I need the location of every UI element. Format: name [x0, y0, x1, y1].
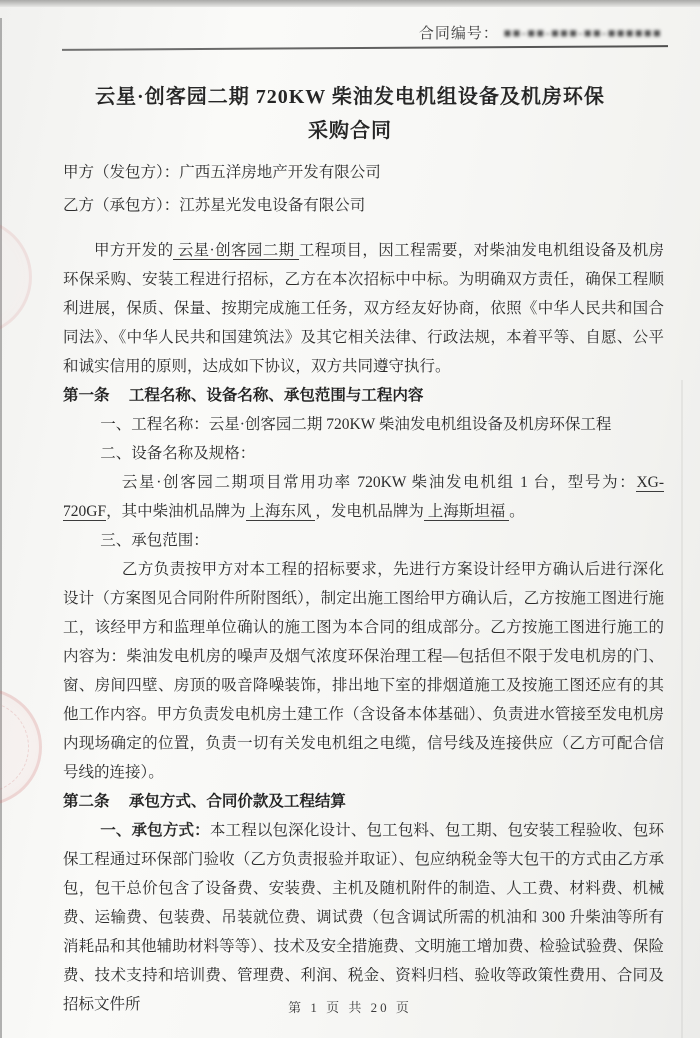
text-segment: 一、工程名称：云星·创客园二期 720KW 柴油发电机组设备及机房环保工程 — [100, 416, 612, 433]
text-segment: ，其中柴油机品牌为 — [106, 503, 246, 520]
underlined-fill-in-text: 云星·创客园二期 — [173, 242, 299, 259]
contract-parties — [63, 156, 662, 222]
page-number: 第 1 页 共 20 页 — [288, 1000, 412, 1015]
paragraph — [63, 526, 664, 555]
paragraph — [63, 410, 664, 439]
paragraph — [63, 468, 664, 526]
contract-number-label: 合同编号： — [418, 26, 499, 42]
text-segment: 二、设备名称及规格： — [100, 445, 256, 462]
underlined-fill-in-text: 上海斯坦福 — [423, 503, 510, 520]
contract-number-redacted-value: ■■-■■-■■■-■■-■■■■■■ — [503, 26, 662, 40]
text-segment: 一、承包方式： — [100, 822, 210, 839]
scan-edge-left — [0, 18, 2, 1038]
paragraph — [63, 816, 664, 1019]
party-b-name: 江苏星光发电设备有限公司 — [179, 197, 366, 214]
party-b-label: 乙方（承包方）： — [63, 197, 180, 214]
text-segment: 甲方开发的 — [94, 242, 174, 259]
paragraph — [63, 236, 664, 381]
paragraph — [63, 555, 664, 787]
section-heading — [63, 381, 664, 410]
scan-edge-top — [0, 0, 700, 7]
section-heading — [63, 787, 664, 816]
text-segment: 工程项目，因工程需要，对柴油发电机组设备及机房环保采购、安装工程进行招标，乙方在本次招标中中标。为明确双方责任，确保工程顺利进展，保质、保量、按期完成施工任务，双方经友好协商，依照《中华人民共和国合同法》、《中华人民共和国建筑法》及其它相关法律、行政法规，本着平等、自愿、公平和诚实信用的原则，达成如下协议，双方共同遵守执行。 — [63, 242, 664, 375]
text-segment: 第二条 承包方式、合同价款及工程结算 — [63, 793, 346, 810]
text-segment: ，发电机品牌为 — [315, 503, 424, 520]
paragraph — [63, 439, 664, 468]
contract-title — [0, 80, 700, 148]
page-footer — [0, 997, 700, 1016]
contract-body — [63, 236, 664, 1019]
contract-number-row — [0, 22, 662, 43]
title-line-2: 采购合同 — [308, 120, 392, 142]
party-a-name: 广西五洋房地产开发有限公司 — [179, 164, 381, 181]
underlined-fill-in-text: XG-720GF — [63, 474, 664, 520]
text-segment: 。 — [509, 503, 525, 520]
text-segment: 本工程以包深化设计、包工包料、包工期、包安装工程验收、包环保工程通过环保部门验收（乙方负责报验并取证）、包应纳税金等大包干的方式由乙方承包，包干总价包含了设备费、安装费、主机及随机附件的制造、人工费、材料费、机械费、运输费、包装费、吊装就位费、调试费（包含调试所需的机油和 300 升柴油等所有消耗品和其他辅助材料等等）、技术及安全措施费、文明施工增加费、检验试验费、保险费、技术支持和培训费、管理费、利润、税金、资料归档、验收等政策性费用、合同及招标文件所 — [63, 822, 664, 1013]
red-seal-stamp-partial-upper — [0, 218, 32, 336]
text-segment: 第一条 工程名称、设备名称、承包范围与工程内容 — [63, 387, 424, 404]
red-seal-stamp-partial-lower — [0, 688, 42, 806]
scan-fold-line — [681, 380, 683, 1038]
text-segment: 三、承包范围： — [100, 532, 209, 549]
party-b-line — [63, 189, 662, 222]
header-underline — [62, 45, 668, 51]
party-a-line — [63, 156, 662, 189]
text-segment: 乙方负责按甲方对本工程的招标要求，先进行方案设计经甲方确认后进行深化设计（方案图见合同附件所附图纸），制定出施工图给甲方确认后，乙方按施工图进行施工，该经甲方和监理单位确认的施工图为本合同的组成部分。乙方按施工图进行施工的内容为：柴油发电机房的噪声及烟气浓度环保治理工程—包括但不限于发电机房的门、窗、房间四壁、房顶的吸音降噪装饰，排出地下室的排烟道施工及按施工图还应有的其他工作内容。甲方负责发电机房土建工作（含设备本体基础）、负责进水管接至发电机房内现场确定的位置，负责一切有关发电机组之电缆，信号线及连接供应（乙方可配合信号线的连接）。 — [63, 561, 664, 781]
party-a-label: 甲方（发包方）： — [63, 164, 180, 181]
underlined-fill-in-text: 上海东风 — [245, 503, 316, 520]
text-segment: 云星·创客园二期项目常用功率 720KW 柴油发电机组 1 台，型号为： — [121, 474, 637, 491]
title-line-1: 云星·创客园二期 720KW 柴油发电机组设备及机房环保 — [95, 86, 605, 108]
